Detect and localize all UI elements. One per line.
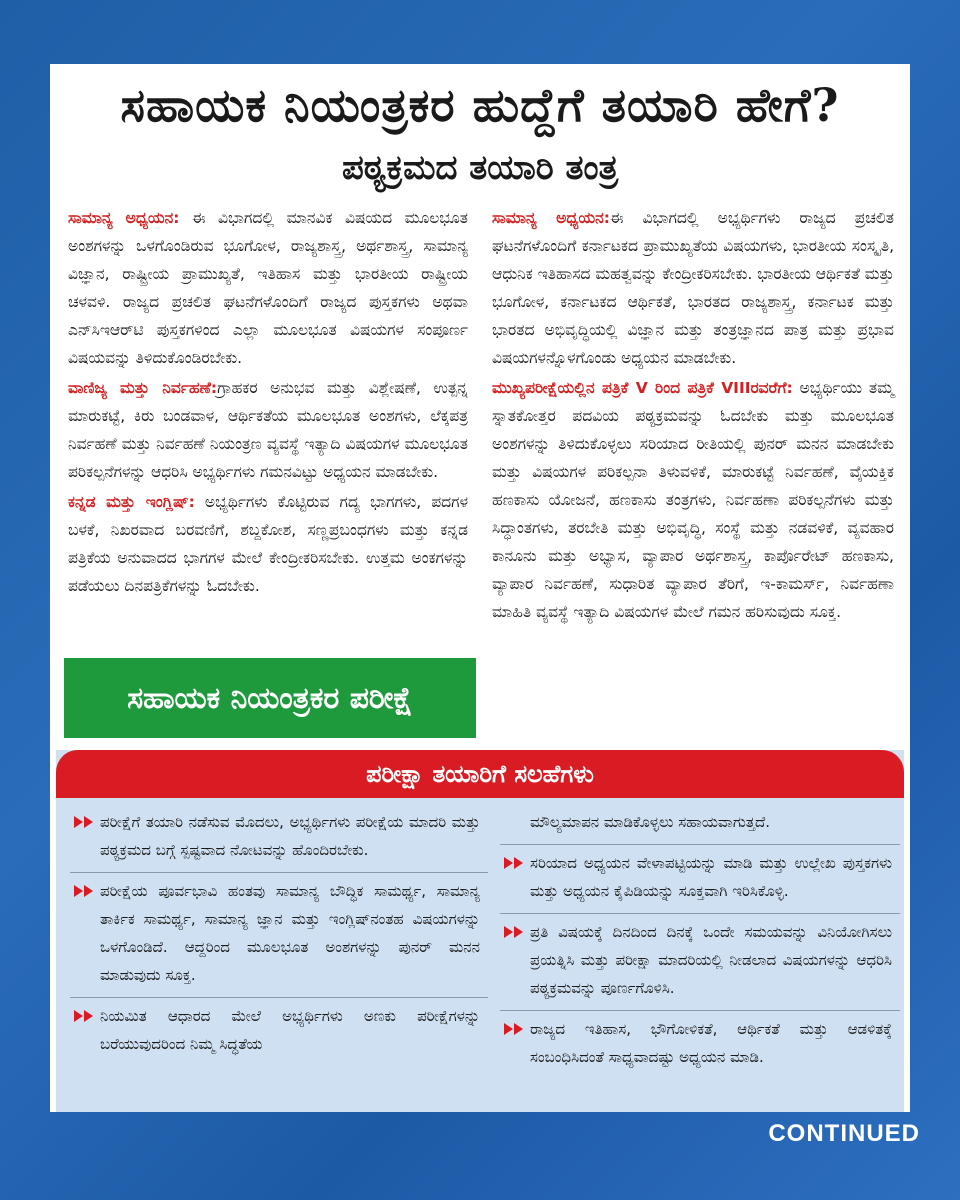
paragraph-general-studies-right — [492, 204, 894, 372]
continued-label: CONTINUED — [768, 1120, 920, 1147]
paragraph-main-exam-papers — [492, 374, 894, 626]
tip-text: ಪ್ರತಿ ವಿಷಯಕ್ಕೆ ದಿನದಿಂದ ದಿನಕ್ಕೆ ಒಂದೇ ಸಮಯವನ್ನು ವಿನಿಯೋಗಿಸಲು ಪ್ರಯತ್ನಿಸಿ ಮತ್ತು ಪರೀಕ್ಷಾ ಮಾದರಿಯಲ್ಲಿ ನೀಡಲಾದ ವಿಷಯಗಳನ್ನು ಆಧರಿಸಿ ಪಠ್ಯಕ್ರಮವನ್ನು ಪೂರ್ಣಗೊಳಿಸಿ. — [530, 923, 892, 997]
article-card — [50, 64, 910, 1112]
right-column — [492, 204, 894, 628]
double-arrow-icon — [74, 883, 96, 899]
paragraph-heading: ಸಾಮಾನ್ಯ ಅಧ್ಯಯನ: — [492, 209, 610, 227]
paragraph-heading: ಮುಖ್ಯಪರೀಕ್ಷೆಯಲ್ಲಿನ ಪತ್ರಿಕೆ V ರಿಂದ ಪತ್ರಿಕೆ VIIIರವರೆಗೆ: — [492, 379, 793, 397]
double-arrow-icon — [74, 814, 96, 830]
tip-text: ರಾಜ್ಯದ ಇತಿಹಾಸ, ಭೌಗೋಳಿಕತೆ, ಆರ್ಥಿಕತೆ ಮತ್ತು ಆಡಳಿತಕ್ಕೆ ಸಂಬಂಧಿಸಿದಂತೆ ಸಾಧ್ಯವಾದಷ್ಟು ಅಧ್ಯಯನ ಮಾಡಿ. — [530, 1020, 892, 1066]
paragraph-general-studies — [68, 204, 468, 372]
page-title: ಸಹಾಯಕ ನಿಯಂತ್ರಕರ ಹುದ್ದೆಗೆ ತಯಾರಿ ಹೇಗೆ? — [120, 78, 840, 132]
tip-item — [70, 804, 488, 873]
paragraph-text: ಗ್ರಾಹಕರ ಅನುಭವ ಮತ್ತು ವಿಶ್ಲೇಷಣೆ, ಉತ್ಪನ್ನ ಮಾರುಕಟ್ಟೆ, ಕಿರು ಬಂಡವಾಳ, ಆರ್ಥಿಕತೆಯ ಮೂಲಭೂತ ಅಂಶಗಳು, ಲೆಕ್ಕಪತ್ರ ನಿರ್ವಹಣೆ ಮತ್ತು ನಿರ್ವಹಣೆ ನಿಯಂತ್ರಣ ವ್ಯವಸ್ಥೆ ಇತ್ಯಾದಿ ವಿಷಯಗಳ ಮೂಲಭೂತ ಪರಿಕಲ್ಪನೆಗಳನ್ನು ಆಧರಿಸಿ ಅಭ್ಯರ್ಥಿಗಳು ಗಮನವಿಟ್ಟು ಅಧ್ಯಯನ ಮಾಡಬೇಕು. — [68, 379, 468, 481]
double-arrow-icon — [504, 924, 526, 940]
tip-text: ಪರೀಕ್ಷೆಗೆ ತಯಾರಿ ನಡೆಸುವ ಮೊದಲು, ಅಭ್ಯರ್ಥಿಗಳು ಪರೀಕ್ಷೆಯ ಮಾದರಿ ಮತ್ತು ಪಠ್ಯಕ್ರಮದ ಬಗ್ಗೆ ಸ್ಪಷ್ಟವಾದ ನೋಟವನ್ನು ಹೊಂದಿರಬೇಕು. — [100, 813, 480, 859]
tips-left-column — [70, 804, 488, 1066]
tip-item — [500, 1011, 900, 1079]
tips-banner-label: ಪರೀಕ್ಷಾ ತಯಾರಿಗೆ ಸಲಹೆಗಳು — [366, 760, 594, 788]
double-arrow-icon — [504, 855, 526, 871]
tips-banner — [56, 750, 904, 798]
tips-panel — [56, 750, 904, 1112]
tips-right-column — [500, 804, 900, 1079]
tip-item — [70, 998, 488, 1066]
tip-item — [500, 845, 900, 914]
exam-label: ಸಹಾಯಕ ನಿಯಂತ್ರಕರ ಪರೀಕ್ಷೆ — [127, 680, 413, 716]
tip-continuation — [500, 804, 900, 845]
double-arrow-icon — [74, 1008, 96, 1024]
paragraph-text: ಈ ವಿಭಾಗದಲ್ಲಿ ಅಭ್ಯರ್ಥಿಗಳು ರಾಜ್ಯದ ಪ್ರಚಲಿತ ಘಟನೆಗಳೊಂದಿಗೆ ಕರ್ನಾಟಕದ ಪ್ರಾಮುಖ್ಯತೆಯ ವಿಷಯಗಳು, ಭಾರತೀಯ ಸಂಸ್ಕೃತಿ, ಆಧುನಿಕ ಇತಿಹಾಸದ ಮಹತ್ವವನ್ನು ಕೇಂದ್ರೀಕರಿಸಬೇಕು. ಭಾರತೀಯ ಆರ್ಥಿಕತೆ ಮತ್ತು ಭೂಗೋಳ, ಕರ್ನಾಟಕದ ಆರ್ಥಿಕತೆ, ಭಾರತದ ರಾಜ್ಯಶಾಸ್ತ್ರ, ಕರ್ನಾಟಕ ಮತ್ತು ಭಾರತದ ಅಭಿವೃದ್ಧಿಯಲ್ಲಿ ವಿಜ್ಞಾನ ಮತ್ತು ತಂತ್ರಜ್ಞಾನದ ಪಾತ್ರ ಮತ್ತು ಪ್ರಭಾವ ವಿಷಯಗಳನ್ನೊಳಗೊಂಡು ಅಧ್ಯಯನ ಮಾಡಬೇಕು. — [492, 209, 894, 367]
tip-text: ಸರಿಯಾದ ಅಧ್ಯಯನ ವೇಳಾಪಟ್ಟಿಯನ್ನು ಮಾಡಿ ಮತ್ತು ಉಲ್ಲೇಖ ಪುಸ್ತಕಗಳು ಮತ್ತು ಅಧ್ಯಯನ ಕೈಪಿಡಿಯನ್ನು ಸೂಕ್ತವಾಗಿ ಇರಿಸಿಕೊಳ್ಳಿ. — [530, 854, 892, 900]
paragraph-heading: ವಾಣಿಜ್ಯ ಮತ್ತು ನಿರ್ವಹಣೆ: — [68, 379, 218, 397]
paragraph-text: ಈ ವಿಭಾಗದಲ್ಲಿ ಮಾನವಿಕ ವಿಷಯದ ಮೂಲಭೂತ ಅಂಶಗಳನ್ನು ಒಳಗೊಂಡಿರುವ ಭೂಗೋಳ, ರಾಜ್ಯಶಾಸ್ತ್ರ, ಅರ್ಥಶಾಸ್ತ್ರ, ಸಾಮಾನ್ಯ ವಿಜ್ಞಾನ, ರಾಷ್ಟ್ರೀಯ ಪ್ರಾಮುಖ್ಯತೆ, ಇತಿಹಾಸ ಮತ್ತು ಭಾರತೀಯ ರಾಷ್ಟ್ರೀಯ ಚಳವಳಿ. ರಾಜ್ಯದ ಪ್ರಚಲಿತ ಘಟನೆಗಳೊಂದಿಗೆ ರಾಜ್ಯದ ಪುಸ್ತಕಗಳು ಅಥವಾ ಎನ್‌ಸಿಇಆರ್‌ಟಿ ಪುಸ್ತಕಗಳಿಂದ ಎಲ್ಲಾ ಮೂಲಭೂತ ವಿಷಯಗಳ ಸಂಪೂರ್ಣ ವಿಷಯವನ್ನು ತಿಳಿದುಕೊಂಡಿರಬೇಕು. — [68, 209, 468, 367]
exam-label-box — [64, 658, 476, 738]
tip-text: ಪರೀಕ್ಷೆಯ ಪೂರ್ವಭಾವಿ ಹಂತವು ಸಾಮಾನ್ಯ ಬೌದ್ಧಿಕ ಸಾಮರ್ಥ್ಯ, ಸಾಮಾನ್ಯ ತಾರ್ಕಿಕ ಸಾಮರ್ಥ್ಯ, ಸಾಮಾನ್ಯ ಜ್ಞಾನ ಮತ್ತು ಇಂಗ್ಲಿಷ್‌ನಂತಹ ವಿಷಯಗಳನ್ನು ಒಳಗೊಂಡಿದೆ. ಆದ್ದರಿಂದ ಮೂಲಭೂತ ಅಂಶಗಳನ್ನು ಪುನರ್ ಮನನ ಮಾಡುವುದು ಸೂಕ್ತ. — [100, 882, 480, 984]
double-arrow-icon — [504, 1021, 526, 1037]
tip-item — [70, 873, 488, 998]
paragraph-text: ಅಭ್ಯರ್ಥಿಯು ತಮ್ಮ ಸ್ನಾತಕೋತ್ತರ ಪದವಿಯ ಪಠ್ಯಕ್ರಮವನ್ನು ಓದಬೇಕು ಮತ್ತು ಮೂಲಭೂತ ಅಂಶಗಳನ್ನು ತಿಳಿದುಕೊಳ್ಳಲು ಸರಿಯಾದ ರೀತಿಯಲ್ಲಿ ಪುನರ್ ಮನನ ಮಾಡಬೇಕು ಮತ್ತು ವಿಷಯಗಳ ಪರಿಕಲ್ಪನಾ ತಿಳುವಳಿಕೆ, ಮಾರುಕಟ್ಟೆ ನಿರ್ವಹಣೆ, ವೈಯಕ್ತಿಕ ಹಣಕಾಸು ಯೋಜನೆ, ಹಣಕಾಸು ತಂತ್ರಗಳು, ನಿರ್ವಹಣಾ ಪರಿಕಲ್ಪನೆಗಳು ಮತ್ತು ಸಿದ್ಧಾಂತಗಳು, ತರಬೇತಿ ಮತ್ತು ಅಭಿವೃದ್ಧಿ, ಸಂಸ್ಥೆ ಮತ್ತು ನಡವಳಿಕೆ, ವ್ಯವಹಾರ ಕಾನೂನು ಮತ್ತು ಅಭ್ಯಾಸ, ವ್ಯಾಪಾರ ಅರ್ಥಶಾಸ್ತ್ರ, ಕಾರ್ಪೊರೇಟ್ ಹಣಕಾಸು, ವ್ಯಾಪಾರ ನಿರ್ವಹಣೆ, ಸುಧಾರಿತ ವ್ಯಾಪಾರ ತೆರಿಗೆ, ಇ-ಕಾಮರ್ಸ್, ನಿರ್ವಹಣಾ ಮಾಹಿತಿ ವ್ಯವಸ್ಥೆ ಇತ್ಯಾದಿ ವಿಷಯಗಳ ಮೇಲೆ ಗಮನ ಹರಿಸುವುದು ಸೂಕ್ತ. — [492, 379, 894, 621]
tip-item — [500, 914, 900, 1011]
page-subtitle: ಪಠ್ಯಕ್ರಮದ ತಯಾರಿ ತಂತ್ರ — [341, 148, 619, 188]
tip-text: ಮೌಲ್ಯಮಾಪನ ಮಾಡಿಕೊಳ್ಳಲು ಸಹಾಯವಾಗುತ್ತದೆ. — [530, 813, 771, 831]
paragraph-heading: ಕನ್ನಡ ಮತ್ತು ಇಂಗ್ಲಿಷ್: — [68, 493, 195, 511]
paragraph-commerce-management — [68, 374, 468, 486]
left-column — [68, 204, 468, 602]
tip-text: ನಿಯಮಿತ ಆಧಾರದ ಮೇಲೆ ಅಭ್ಯರ್ಥಿಗಳು ಅಣಕು ಪರೀಕ್ಷೆಗಳನ್ನು ಬರೆಯುವುದರಿಂದ ನಿಮ್ಮ ಸಿದ್ಧತೆಯ — [100, 1007, 480, 1053]
paragraph-kannada-english — [68, 488, 468, 600]
paragraph-text: ಅಭ್ಯರ್ಥಿಗಳು ಕೊಟ್ಟಿರುವ ಗದ್ಯ ಭಾಗಗಳು, ಪದಗಳ ಬಳಕೆ, ನಿಖರವಾದ ಬರವಣಿಗೆ, ಶಬ್ದಕೋಶ, ಸಣ್ಣಪ್ರಬಂಧಗಳು ಮತ್ತು ಕನ್ನಡ ಪತ್ರಿಕೆಯ ಅನುವಾದದ ಭಾಗಗಳ ಮೇಲೆ ಕೇಂದ್ರೀಕರಿಸಬೇಕು. ಉತ್ತಮ ಅಂಕಗಳನ್ನು ಪಡೆಯಲು ದಿನಪತ್ರಿಕೆಗಳನ್ನು ಓದಬೇಕು. — [68, 493, 468, 595]
paragraph-heading: ಸಾಮಾನ್ಯ ಅಧ್ಯಯನ: — [68, 209, 180, 227]
